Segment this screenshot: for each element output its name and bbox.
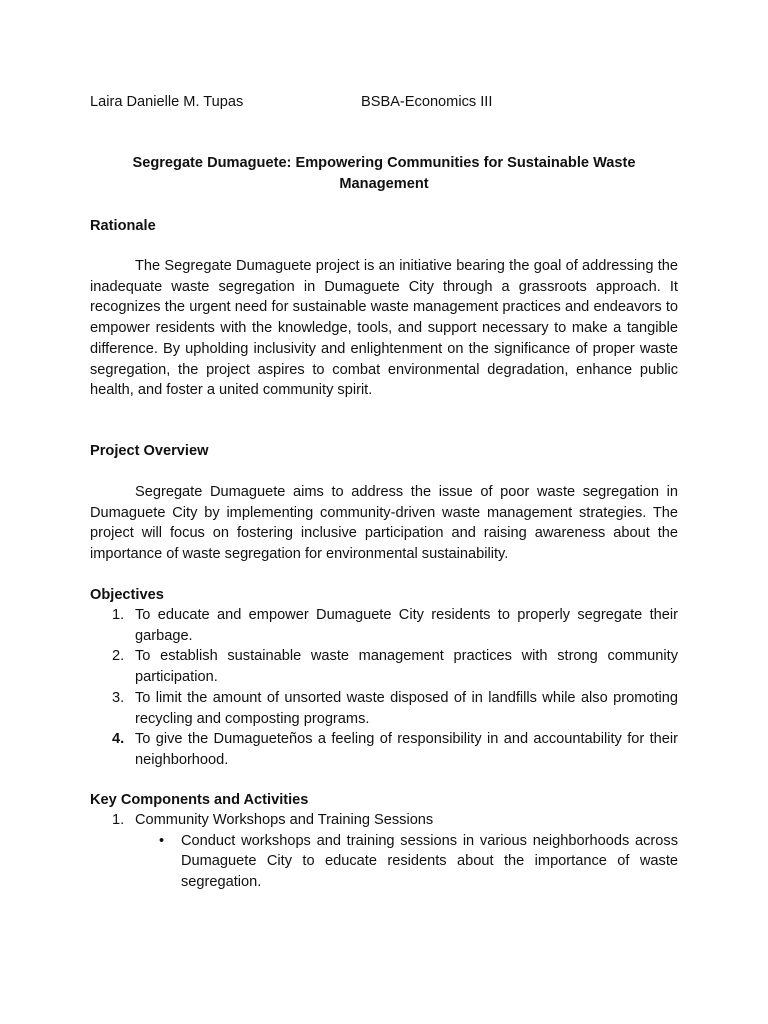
components-heading: Key Components and Activities (90, 792, 309, 808)
rationale-paragraph: The Segregate Dumaguete project is an initiative bearing the goal of addressing the inadequate waste segregation in Dumaguete City through a grassroots approach. It recognizes the urgent need for sustainable waste management practices and endeavors to empower residents with the knowledge, tools, and support necessary to make a tangible difference. By upholding inclusivity and enlightenment on the significance of proper waste segregation, the project aspires to combat environmental degradation, enhance public health, and foster a united community spirit. (90, 258, 678, 399)
document-title (90, 153, 678, 195)
component-bullet-item (135, 831, 678, 893)
objective-text: To limit the amount of unsorted waste disposed of in landfills while also promoting recycling and composting programs. (135, 689, 678, 727)
header-line (90, 92, 690, 113)
component-bullet-text: Conduct workshops and training sessions in various neighborhoods across Dumaguete City to educate residents about the importance of waste segregation. (181, 832, 678, 891)
objective-number: 1. (112, 607, 125, 623)
component-number: 1. (112, 812, 125, 828)
objective-number: 4. (112, 731, 125, 748)
objective-item (90, 646, 678, 687)
objectives-list (90, 605, 678, 771)
course-label: BSBA-Economics III (361, 94, 493, 110)
objective-item (90, 605, 678, 646)
component-bullets (135, 831, 678, 893)
components-list (90, 810, 678, 893)
objective-item (90, 688, 678, 729)
author-name: Laira Danielle M. Tupas (90, 94, 244, 110)
rationale-heading: Rationale (90, 218, 156, 234)
objective-text: To give the Dumagueteños a feeling of responsibility in and accountability for their neighborhood. (135, 731, 678, 768)
objectives-heading: Objectives (90, 587, 164, 603)
overview-paragraph: Segregate Dumaguete aims to address the issue of poor waste segregation in Dumaguete City by implementing community-driven waste management strategies. The project will focus on fostering inclusive participation and raising awareness about the importance of waste segregation for environmental sustainability. (90, 484, 678, 563)
objective-text: To establish sustainable waste management practices with strong community participation. (135, 648, 678, 686)
component-item (90, 810, 678, 893)
title-line-1: Segregate Dumaguete: Empowering Communities for Sustainable Waste (132, 155, 636, 171)
component-text: Community Workshops and Training Sessions (135, 812, 434, 828)
objective-number: 3. (112, 689, 125, 706)
title-line-2: Management (339, 176, 429, 192)
bullet-icon: • (159, 832, 165, 849)
objective-item (90, 729, 678, 770)
objective-text: To educate and empower Dumaguete City residents to properly segregate their garbage. (135, 607, 678, 644)
overview-heading: Project Overview (90, 443, 209, 459)
objective-number: 2. (112, 648, 125, 665)
